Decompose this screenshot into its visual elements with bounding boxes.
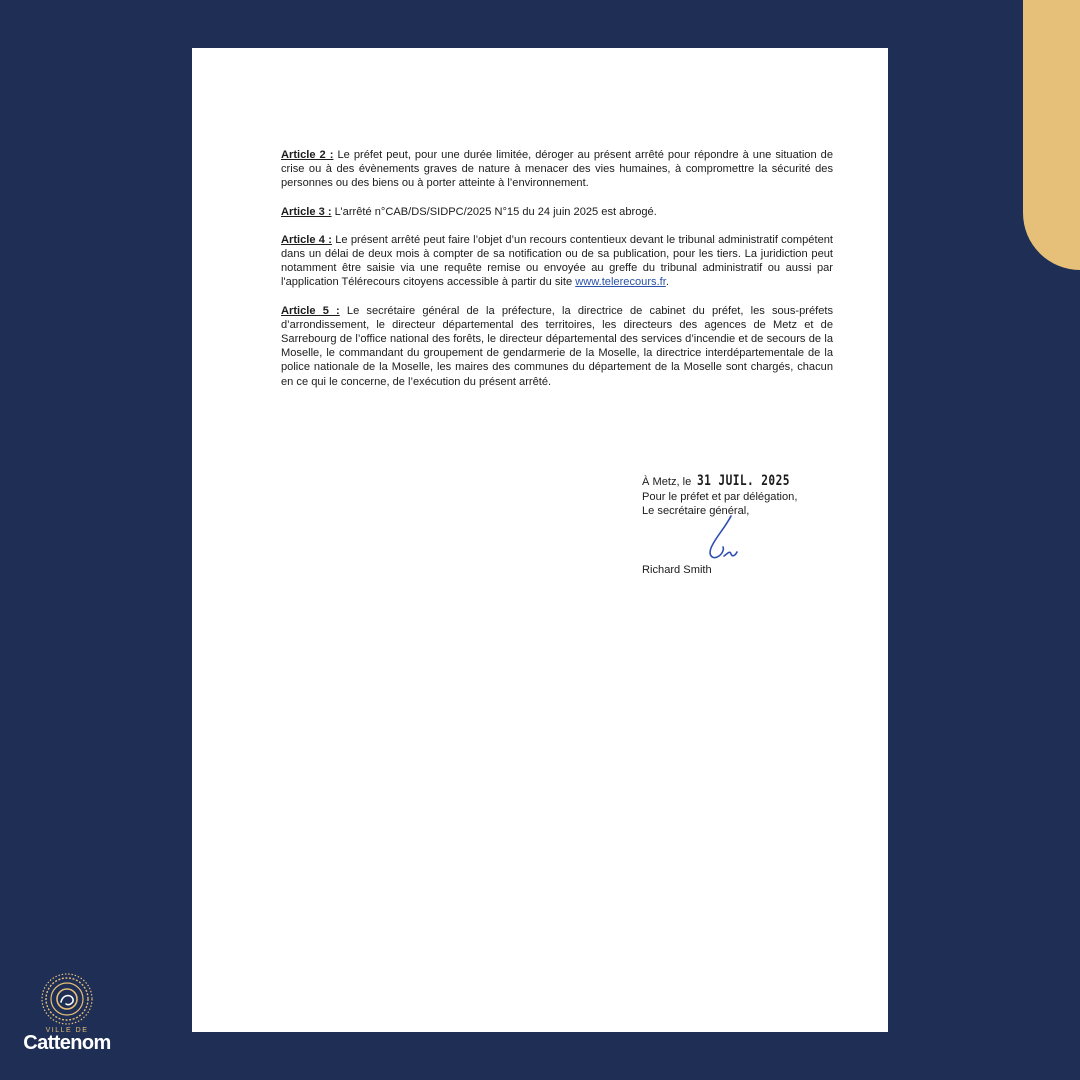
signature-stroke <box>710 516 737 558</box>
logo-name: Cattenom <box>23 1032 111 1054</box>
document-body <box>281 148 833 403</box>
corner-accent-tab <box>1023 0 1080 270</box>
document-page <box>192 48 888 1032</box>
article-2-heading: Article 2 : <box>281 149 334 161</box>
article-3-heading: Article 3 : <box>281 205 332 218</box>
telerecours-link[interactable]: www.telerecours.fr <box>575 276 666 289</box>
logo-prefix: VILLE DE <box>45 1027 89 1034</box>
article-2-text: Le préfet peut, pour une durée limitée, déroger au présent arrêté pour répondre à une situation de crise ou à des évènements graves de nature à menacer des vies humaines, à compromettre la sécurité des personnes ou des biens ou à porter atteinte à l’environnement. <box>281 149 834 190</box>
article-5-heading: Article 5 : <box>281 304 340 317</box>
article-4-heading: Article 4 : <box>281 233 332 246</box>
article-4 <box>281 233 833 290</box>
article-3 <box>281 205 833 219</box>
article-3-text: L’arrêté n°CAB/DS/SIDPC/2025 N°15 du 24 juin 2025 est abrogé. <box>331 205 657 218</box>
article-5 <box>281 304 833 389</box>
date-stamp: 31 JUIL. 2025 <box>697 473 791 489</box>
place-prefix: À Metz, le <box>642 476 692 488</box>
place-date-line <box>642 474 872 490</box>
article-2 <box>281 148 833 191</box>
article-5-text: Le secrétaire général de la préfecture, la directrice de cabinet du préfet, les sous-préfets d’arrondissement, le directeur départemental des territoires, les directeurs des agences de Metz et de Sarrebourg de l’office national des forêts, le directeur départemental des services d’incendie et de secours de la Moselle, le commandant du groupement de gendarmerie de la Moselle, la directrice interdépartementale de la police nationale de la Moselle, les maires des communes du département de la Moselle sont chargés, chacun en ce qui le concerne, de l’exécution du présent arrêté. <box>281 304 833 388</box>
delegation-line: Pour le préfet et par délégation, <box>642 490 798 503</box>
signer-name: Richard Smith <box>642 563 712 576</box>
handwritten-signature <box>697 514 747 562</box>
article-4-text: Le présent arrêté peut faire l’objet d’un recours contentieux devant le tribunal administratif compétent dans un délai de deux mois à compter de sa notification ou de sa publication, pour les tiers. La juridiction peut notamment être saisie via une requête remise ou envoyée au greffe du tribunal administratif ou aussi par l'application Télérecours citoyens accessible à partir du site <box>281 233 833 289</box>
cattenom-logo <box>12 972 122 1067</box>
article-4-end: . <box>665 276 669 289</box>
cattenom-emblem-icon <box>40 972 94 1026</box>
signature-block <box>642 474 872 577</box>
secretary-title: Le secrétaire général, <box>642 505 750 518</box>
